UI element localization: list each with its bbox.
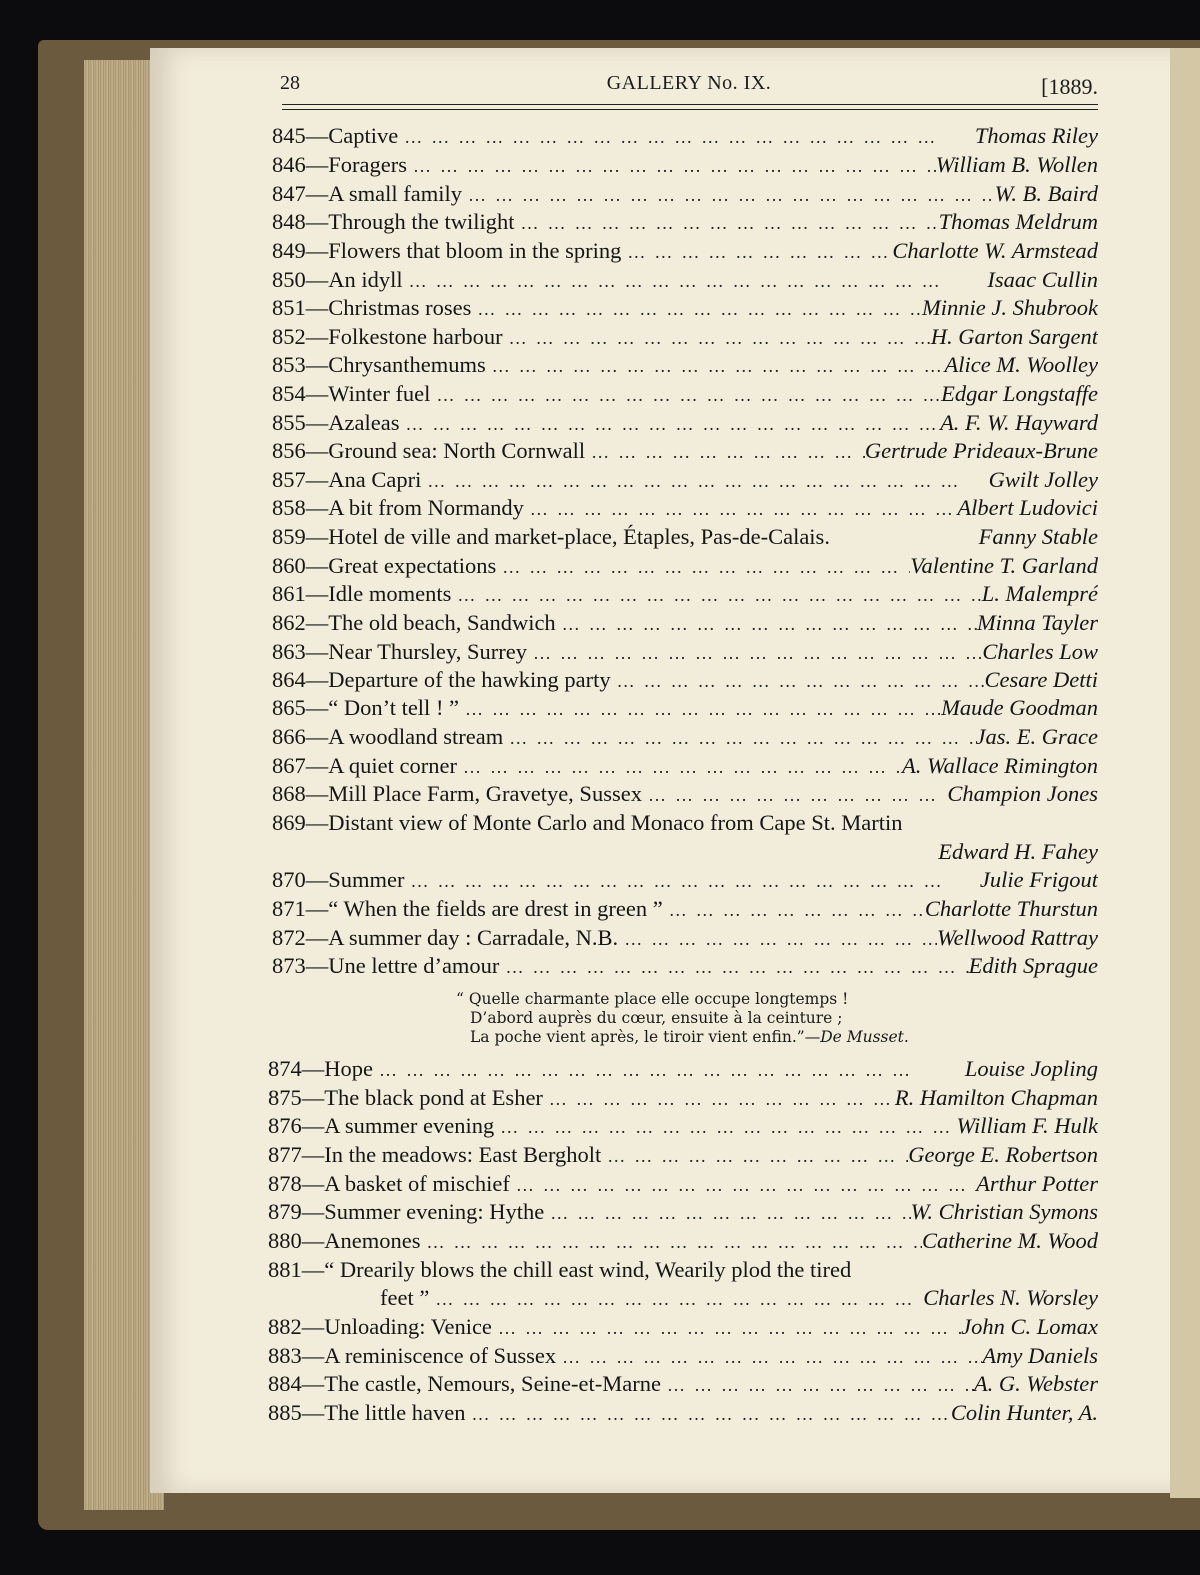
quotation [456,990,909,1047]
catalogue-entry [272,609,1098,637]
catalogue-entry [272,952,1098,980]
catalogue-entry [272,494,1098,522]
catalogue-entry [268,1112,1098,1140]
catalogue-entry [272,122,1098,150]
entry-title: 884—The castle, Nemours, Seine-et-Marne [268,1371,661,1396]
catalogue-entry [272,638,1098,666]
entry-artist: Edgar Longstaffe [941,381,1098,406]
catalogue-entry [272,924,1098,952]
entry-artist: John C. Lomax [961,1314,1098,1339]
leader-dots [663,896,925,923]
entry-artist: Cesare Detti [984,667,1098,692]
entry-artist: W. Christian Symons [910,1199,1098,1224]
entry-title: 857—Ana Capri [272,467,422,492]
entry-title: 845—Captive [272,123,399,148]
leader-dots [510,1171,976,1198]
leader-dots [524,495,958,522]
entry-artist: H. Garton Sargent [930,324,1098,349]
catalogue-entry [268,1342,1098,1370]
leader-dots [421,467,988,494]
entry-artist: Thomas Riley [974,123,1098,148]
entry-title: 855—Azaleas [272,410,400,435]
entry-title: 867—A quiet corner [272,753,457,778]
entry-artist: Isaac Cullin [987,267,1098,292]
leader-dots [373,1056,965,1083]
catalogue-entry [272,151,1098,179]
leader-dots [544,1199,910,1226]
entry-artist: Wellwood Rattray [936,925,1098,950]
entry-artist: Charles Low [982,639,1098,664]
entry-title: 885—The little haven [268,1400,466,1425]
catalogue-entry [272,323,1098,351]
quote-line-3: La poche vient après, le tiroir vient enfin.”— [470,1028,821,1046]
entry-title: 862—The old beach, Sandwich [272,610,556,635]
catalogue-entry [272,523,1098,551]
entry-title: 861—Idle moments [272,581,452,606]
entry-artist: Edward H. Fahey [938,839,1098,864]
entry-artist: Minnie J. Shubrook [921,295,1098,320]
quote-line-1: “ Quelle charmante place elle occupe longtemps ! [456,990,849,1008]
entry-artist: A. F. W. Hayward [940,410,1098,435]
leader-dots [492,1314,961,1341]
leader-dots [457,753,902,780]
entry-title: 846—Foragers [272,152,407,177]
catalogue-entry [272,208,1098,236]
leader-dots [642,781,947,808]
entry-artist: Albert Ludovici [957,495,1098,520]
leader-dots [618,925,937,952]
leader-dots [503,724,975,751]
entry-title: 864—Departure of the hawking party [272,667,611,692]
leader-dots [601,1142,908,1169]
entry-artist: Fanny Stable [978,524,1098,549]
entry-artist: L. Malempré [981,581,1098,606]
leader-dots [398,123,975,150]
entry-title: 874—Hope [268,1056,373,1081]
entry-artist: Gwilt Jolley [988,467,1098,492]
entry-title: 856—Ground sea: North Cornwall [272,438,586,463]
entry-artist: George E. Robertson [908,1142,1098,1167]
catalogue-entry [272,895,1098,923]
entry-artist: Amy Daniels [982,1343,1098,1368]
entry-title: 876—A summer evening [268,1113,495,1138]
entry-artist: William B. Wollen [935,152,1098,177]
page-number: 28 [280,72,300,94]
catalogue-entry [272,466,1098,494]
entry-artist: Charles N. Worsley [923,1285,1098,1310]
entry-artist: Jas. E. Grace [975,724,1098,749]
leader-dots [407,152,936,179]
entry-artist: A. Wallace Rimington [901,753,1098,778]
catalogue-entry [272,694,1098,722]
leader-dots [403,267,988,294]
catalogue-entry [272,752,1098,780]
catalogue-entry [268,1170,1098,1198]
catalogue-entry [380,1284,1098,1312]
entry-artist: Julie Frigout [979,867,1098,892]
catalogue-entry [268,1313,1098,1341]
entry-title: 880—Anemones [268,1228,421,1253]
entry-artist: R. Hamilton Chapman [894,1085,1098,1110]
entry-artist: William F. Hulk [956,1113,1098,1138]
entry-title: 875—The black pond at Esher [268,1085,543,1110]
entry-title: 852—Folkestone harbour [272,324,503,349]
catalogue-entry [272,180,1098,208]
catalogue-entry [272,780,1098,808]
entry-title: 865—“ Don’t tell ! ” [272,695,460,720]
quote-line-2: D’abord auprès du cœur, ensuite à la ceinture ; [470,1009,843,1027]
leader-dots [494,1113,956,1140]
entry-title: 882—Unloading: Venice [268,1314,492,1339]
leader-dots [661,1371,974,1398]
catalogue-entry [272,723,1098,751]
catalogue-entry [268,1055,1098,1083]
catalogue-entry [272,666,1098,694]
leader-dots [451,581,981,608]
leader-dots [556,1343,982,1370]
entry-artist: Colin Hunter, A. [950,1400,1098,1425]
catalogue-entry [272,866,1098,894]
entry-title: 859—Hotel de ville and market-place, Étaples, Pas-de-Calais. [272,524,830,549]
leader-dots [621,238,892,265]
entry-title: 870—Summer [272,867,405,892]
leader-dots [430,381,941,408]
entry-artist: Gertrude Prideaux-Brune [864,438,1098,463]
leader-dots [429,1285,923,1312]
entry-title: feet ” [380,1285,430,1310]
leader-dots [585,438,865,465]
entry-title: 871—“ When the fields are drest in green ” [272,896,663,921]
entry-artist: Alice M. Woolley [944,352,1098,377]
catalogue-entry [272,552,1098,580]
entry-title: 847—A small family [272,181,462,206]
leader-dots [462,181,995,208]
entry-artist: Arthur Potter [976,1171,1098,1196]
entry-title: 866—A woodland stream [272,724,504,749]
entry-title: 853—Chrysanthemums [272,352,486,377]
entry-artist: Champion Jones [947,781,1098,806]
catalogue-entry [272,237,1098,265]
entry-title: 869—Distant view of Monte Carlo and Monaco from Cape St. Martin [272,810,903,835]
leader-dots [503,324,931,351]
leader-dots [514,209,938,236]
leader-dots [459,695,941,722]
leader-dots [399,410,940,437]
entry-title: 878—A basket of mischief [268,1171,510,1196]
entry-title: 868—Mill Place Farm, Gravetye, Sussex [272,781,642,806]
catalogue-entry [272,351,1098,379]
entry-artist: Valentine T. Garland [910,553,1098,578]
leader-dots [465,1400,950,1427]
entry-artist: A. G. Webster [973,1371,1098,1396]
entry-title: 873—Une lettre d’amour [272,953,500,978]
catalogue-entry [272,437,1098,465]
catalogue-entry [268,1084,1098,1112]
leader-dots [420,1228,921,1255]
catalogue-entry [272,409,1098,437]
entry-title: 872—A summer day : Carradale, N.B. [272,925,619,950]
leader-dots [405,867,980,894]
entry-title: 860—Great expectations [272,553,497,578]
leader-dots [496,553,910,580]
entry-artist: Edith Sprague [968,953,1098,978]
entry-title: 854—Winter fuel [272,381,431,406]
leader-dots [527,639,982,666]
leader-dots [499,953,968,980]
leader-dots [486,352,945,379]
entry-artist: Catherine M. Wood [921,1228,1098,1253]
catalogue-entry [272,380,1098,408]
catalogue-entry [268,1141,1098,1169]
catalogue-entry [272,294,1098,322]
entry-title: 877—In the meadows: East Bergholt [268,1142,602,1167]
catalogue-entry [268,1227,1098,1255]
entry-title: 863—Near Thursley, Surrey [272,639,527,664]
quote-author: De Musset. [820,1028,909,1046]
entry-title: 883—A reminiscence of Sussex [268,1343,557,1368]
leader-dots [471,295,922,322]
entry-artist: Charlotte W. Armstead [892,238,1098,263]
entry-title: 850—An idyll [272,267,403,292]
entry-title: 879—Summer evening: Hythe [268,1199,545,1224]
catalogue-entry [268,1256,1098,1284]
entry-artist: Charlotte Thurstun [924,896,1098,921]
leader-dots [556,610,977,637]
entry-artist: Thomas Meldrum [938,209,1098,234]
year-label: [1889. [1041,74,1098,99]
catalogue-entry [272,580,1098,608]
catalogue-entry [268,1370,1098,1398]
entry-title: 848—Through the twilight [272,209,515,234]
entry-title: 849—Flowers that bloom in the spring [272,238,622,263]
leader-dots [543,1085,895,1112]
entry-artist: W. B. Baird [994,181,1098,206]
catalogue-entry [272,809,1098,837]
catalogue-entry [268,1399,1098,1427]
leader-dots [611,667,985,694]
running-title: GALLERY No. IX. [606,72,772,94]
catalogue-entry [268,1198,1098,1226]
entry-artist: Louise Jopling [964,1056,1098,1081]
entry-title: 881—“ Drearily blows the chill east wind, Wearily plod the tired [268,1257,852,1282]
entry-artist: Maude Goodman [941,695,1098,720]
catalogue-entry [272,266,1098,294]
entry-title: 851—Christmas roses [272,295,472,320]
entry-title: 858—A bit from Normandy [272,495,524,520]
entry-artist: Minna Tayler [976,610,1098,635]
catalogue-entry [880,838,1098,866]
